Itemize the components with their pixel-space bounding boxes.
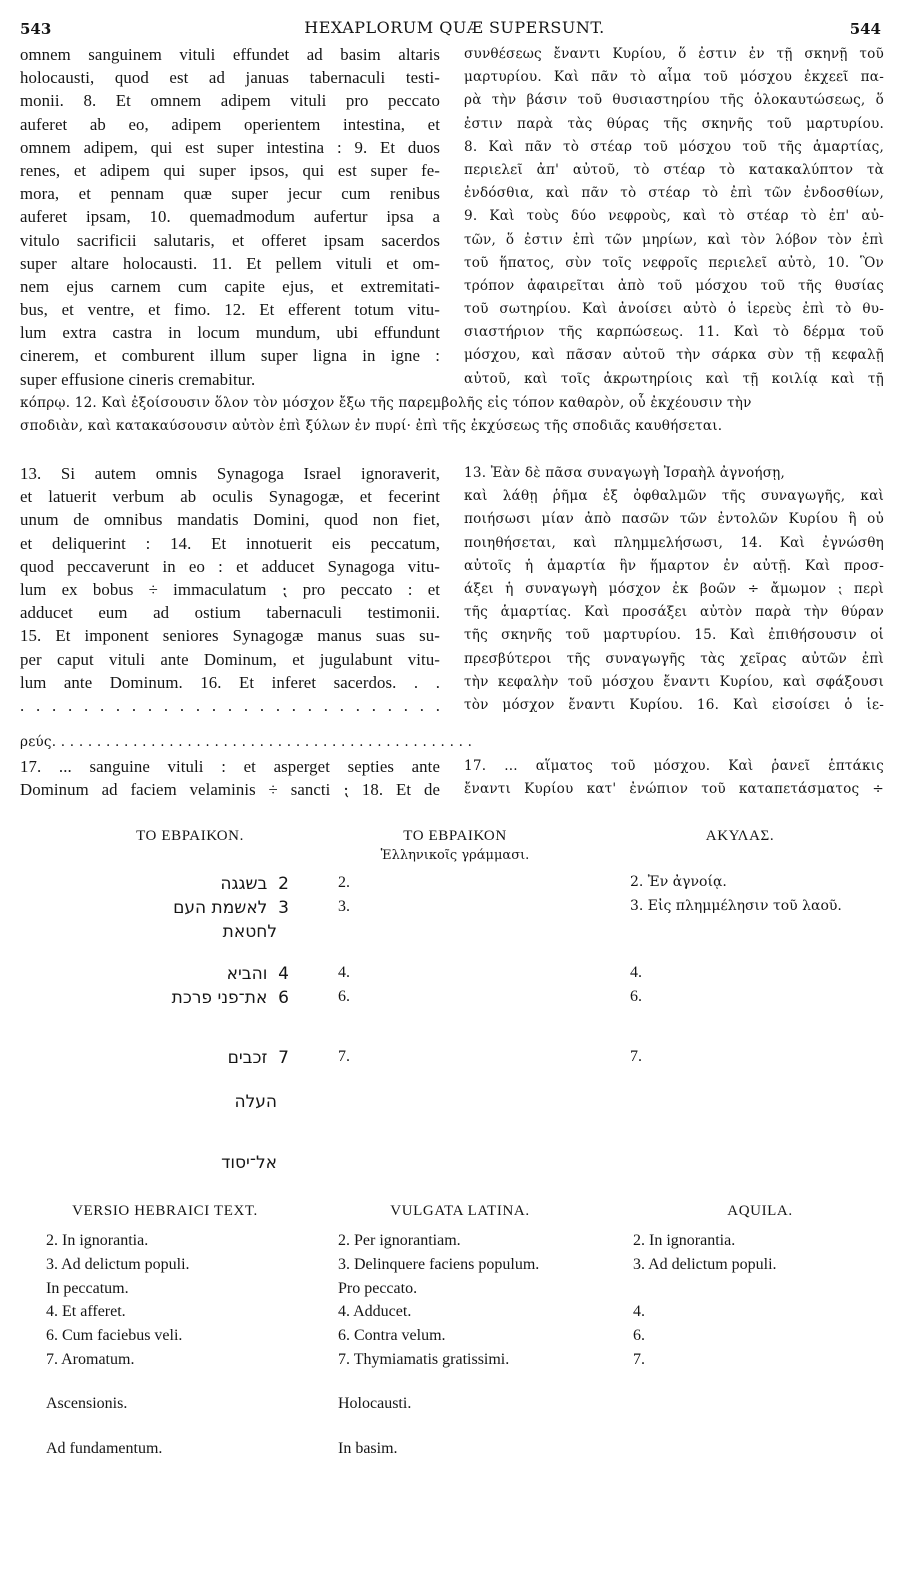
text-line: lum ante Dominum. 16. Et inferet sacerdos. . . [20, 672, 440, 692]
aquila-column [633, 1232, 777, 1375]
table-cell: 2. In ignorantia. [46, 1232, 149, 1249]
table-cell: Pro peccato. [338, 1279, 418, 1297]
text-line: bus, et ventre, et fimo. 12. Et efferent totum vitu- [20, 300, 440, 320]
text-line: ἐνδόσθια, καὶ πᾶν τὸ στέαρ τὸ ἐπὶ τῶν ἐνδοσθίων, [464, 185, 884, 202]
text-line: nem ejus carnem cum capite ejus, et extremitati- [20, 276, 440, 296]
text-line: ποιήσωσι μίαν ἀπὸ πασῶν τῶν ἐντολῶν Κυρίου ἣ οὐ [464, 511, 884, 528]
table-cell: 7. Thymiamatis gratissimi. [338, 1350, 510, 1368]
greek-column-top [464, 43, 884, 391]
hebrew-row [227, 964, 289, 984]
text-line: τῆς σκηνῆς τοῦ μαρτυρίου. 15. Καὶ ἐπιθήσουσιν οἱ [464, 627, 884, 644]
vulgata-column [338, 1232, 539, 1375]
text-line: τὴν κεφαλὴν τοῦ μόσχου ἔναντι Κυρίου, καὶ σφάξουσι [464, 673, 884, 690]
table-cell: 6. [633, 1327, 645, 1345]
verse-number: 4 [278, 964, 289, 984]
text-line: auferet ab eo, adipem operientem intestina, et [20, 114, 440, 134]
table-cell: 7. Aromatum. [46, 1350, 135, 1368]
table-cell: 2. In ignorantia. [633, 1232, 736, 1249]
aquila-greek-row: 4. [630, 964, 642, 981]
text-line: ἔναντι Κυρίου κατ' ἐνώπιον τοῦ καταπετάσματος ÷ [464, 781, 884, 798]
text-line: super effusione cineris cremabitur. [20, 369, 256, 389]
header-aquila: AQUILA. [727, 1203, 793, 1219]
vulgata-extra: In basim. [338, 1440, 398, 1457]
verse-number: 2. [338, 874, 350, 891]
text-line: Dominum ad faciem velaminis ÷ sancti ⁏ 18. Et de [20, 780, 440, 800]
header-versio: VERSIO HEBRAICI TEXT. [72, 1203, 258, 1219]
text-line: μόσχου, καὶ πᾶσαν αὐτοῦ τὴν σάρκα σὺν τῇ κεφαλῇ [464, 347, 884, 364]
versio-extra: Ad fundamentum. [46, 1440, 163, 1457]
text-line: συνθέσεως ἔναντι Κυρίου, ὅ ἐστιν ἐν τῇ σκηνῇ τοῦ [464, 46, 884, 62]
text-line: cinerem, et comburent illum super ligna in igne : [20, 346, 440, 366]
latin-column-mid [20, 462, 440, 717]
text-line: τοῦ σωτηρίου. Καὶ ἀνοίσει αὐτὸ ὁ ἱερεὺς ἐπὶ τὸ θυ- [464, 301, 884, 318]
hebrew-row [234, 1092, 277, 1112]
table-cell: 3. Delinquere faciens populum. [338, 1255, 540, 1273]
header-greek-letters-sub: Ἑλληνικοῖς γράμμασι. [380, 848, 530, 863]
text-line: καὶ λάθῃ ῥῆμα ἐξ ὀφθαλμῶν τῆς συναγωγῆς, καὶ [464, 488, 884, 505]
aquila-greek-row: 6. [630, 988, 642, 1005]
text-line: lum ex bobus ÷ immaculatum ⁏ pro peccato : et [20, 579, 440, 599]
text-line: ἐστιν παρὰ τὰς θύρας τῆς σκηνῆς τοῦ μαρτυρίου. [464, 115, 884, 132]
hebrew-text: לחטאת [222, 922, 277, 942]
page-number-right: 544 [849, 20, 881, 38]
text-line: 17. ... sanguine vituli : et asperget septies ante [20, 757, 440, 776]
aquila-greek-row: 3. Εἰς πλημμέλησιν τοῦ λαοῦ. [630, 898, 842, 914]
table-cell: 4. Et afferet. [46, 1303, 126, 1321]
header-vulgata: VULGATA LATINA. [390, 1203, 530, 1219]
table-cell: 2. Per ignorantiam. [338, 1232, 461, 1249]
text-line: omnem sanguinem vituli effundet ad basim altaris [20, 45, 440, 64]
text-line: τῆς ἁμαρτίας. Καὶ προσάξει αὐτὸν παρὰ τὴν θύραν [464, 604, 884, 621]
text-line: lum extra castra in locum mundum, ubi effundunt [20, 323, 440, 343]
latin-column-bottom [20, 755, 440, 801]
text-line: αὐτοῦ, καὶ τοῖς ἀκρωτηρίοις καὶ τῇ κοιλίᾳ καὶ τῇ [464, 370, 884, 387]
table-cell: 4. Adducet. [338, 1303, 412, 1321]
running-head: HEXAPLORUM QUÆ SUPERSUNT. [304, 18, 605, 37]
text-line: 9. Καὶ τοὺς δύο νεφροὺς, καὶ τὸ στέαρ τὸ ἐπ' αὐ- [464, 208, 884, 225]
text-line: τοῦ ἥπατος, σὺν τοῖς νεφροῖς περιελεῖ αὐτὸ, 10. Ὃν [464, 254, 884, 271]
text-line: 13. Ἐὰν δὲ πᾶσα συναγωγὴ Ἰσραὴλ ἀγνοήσῃ, [464, 465, 786, 481]
greek-column-bottom [464, 755, 884, 801]
text-line: mora, et pennam quæ super jecur cum renibus [20, 184, 440, 204]
header-greek-letters: ΤΟ ΕΒΡΑΙΚΟΝ [403, 828, 507, 844]
header-aquila-greek: ΑΚΥΛΑΣ. [705, 828, 775, 844]
verse-number: 6. [338, 988, 350, 1005]
text-line: μαρτυρίου. Καὶ πᾶν τὸ αἷμα τοῦ μόσχου ἐκχεεῖ πα- [464, 69, 884, 86]
text-line: σιαστήριον τῆς καρπώσεως. 11. Καὶ τὸ δέρμα τοῦ [464, 324, 884, 341]
text-line: . . . . . . . . . . . . . . . . . . . . . . . . . . . [20, 695, 440, 715]
text-line: τῶν, ὅ ἐστιν ἐπὶ τῶν μηρίων, καὶ τὸν λόβον τὸν ἐπὶ [464, 231, 884, 248]
table-cell [633, 1280, 777, 1304]
verse-number: 6 [278, 988, 289, 1008]
text-line: per caput vituli ante Dominum, et jugulabunt vitu- [20, 649, 440, 669]
text-line: super altare holocausti. 11. Et pellem vituli et om- [20, 253, 440, 273]
table-cell: 4. [633, 1303, 645, 1321]
hebrew-text: והביא [226, 964, 268, 984]
hebrew-row [223, 922, 277, 942]
text-line: omnem adipem, qui est super intestina : 9. Et duos [20, 137, 440, 157]
text-line: holocausti, quod est ad januas tabernaculi testi- [20, 68, 440, 88]
text-line: ποιηθήσεται, καὶ πλημμελήσωσι, 14. Καὶ ἐγνώσθη [464, 534, 884, 551]
verse-number: 4. [338, 964, 350, 981]
text-line: κόπρῳ. 12. Καὶ ἐξοίσουσιν ὅλον τὸν μόσχον ἔξω τῆς παρεμβολῆς εἰς τόπον καθαρὸν, οὗ ἐκχέουσιν τὴν [20, 395, 752, 411]
table-cell: 6. Cum faciebus veli. [46, 1327, 183, 1345]
text-line: 8. Καὶ πᾶν τὸ στέαρ τοῦ μόσχου τοῦ τῆς ἁμαρτίας, [464, 138, 884, 155]
versio-extra: Ascensionis. [46, 1395, 128, 1412]
text-line: περιελεῖ ἀπ' αὐτοῦ, τὸ στέαρ τὸ κατακαλύπτον τὰ [464, 161, 884, 178]
verse-number: 7. [338, 1048, 350, 1065]
text-line: adducet eum ad ostium tabernaculi testimonii. [20, 603, 440, 623]
hebrew-row [221, 1153, 277, 1173]
text-line: monii. 8. Et omnem adipem vituli pro peccato [20, 91, 440, 111]
table-cell: 7. [633, 1350, 645, 1368]
text-line: 17. ... αἵματος τοῦ μόσχου. Καὶ ῥανεῖ ἑπτάκις [464, 758, 884, 774]
greek-column-mid [464, 462, 884, 717]
text-line: et latuerit verbum ab oculis Synagogæ, et fecerint [20, 487, 440, 507]
text-line: renes, et adipem qui super ipsos, qui est super fe- [20, 160, 440, 180]
text-line: quod peccaverunt in eo : et adducet Synagoga vitu- [20, 556, 440, 576]
verse-number: 3. [338, 898, 350, 915]
text-line: αὐτοῖς ἡ ἁμαρτία ἣν ἥμαρτον ἐν αὐτῇ. Καὶ προσ- [464, 557, 884, 574]
text-line: τὸν μόσχον ἔναντι Κυρίου. 16. Καὶ εἰσοίσει ὁ ἱε- [464, 696, 884, 713]
text-line: auferet ipsam, 10. quemadmodum aufertur ipsa a [20, 207, 440, 227]
header-hebrew: ΤΟ ΕΒΡΑΙΚΟΝ. [136, 828, 244, 844]
page-number-left: 543 [20, 20, 52, 38]
hebrew-text: אל־יסוד [221, 1153, 277, 1173]
greek-full-width-lines [20, 392, 886, 438]
text-line: unum de omnibus mandatis Domini, quod non fiet, [20, 510, 440, 530]
vulgata-extra: Holocausti. [338, 1395, 412, 1412]
hebrew-text: לאשמת העם [173, 898, 268, 918]
text-line: vitulo sacrificii salutaris, et offeret ipsam sacerdos [20, 230, 440, 250]
text-line: ρὰ τὴν βάσιν τοῦ θυσιαστηρίου τῆς ὁλοκαυτώσεως, ὅ [464, 92, 884, 109]
hebrew-row [220, 874, 289, 894]
text-line: σποδιὰν, καὶ κατακαύσουσιν αὐτὸν ἐπὶ ξύλων ἐν πυρί· ἐπὶ τῆς ἐκχύσεως τῆς σποδιᾶς καυθήσεται. [20, 418, 723, 434]
table-cell: In peccatum. [46, 1279, 129, 1297]
text-line: et deliquerint : 14. Et innotuerit eis peccatum, [20, 533, 440, 553]
text-line: 13. Si autem omnis Synagoga Israel ignoraverit, [20, 464, 440, 483]
text-line: 15. Et imponent seniores Synagogæ manus suas su- [20, 626, 440, 646]
verse-number: 7 [278, 1048, 289, 1068]
table-cell: 6. Contra velum. [338, 1327, 446, 1345]
hebrew-text: זכבים [227, 1048, 268, 1068]
text-line: ρεύς. . . . . . . . . . . . . . . . . . . . . . . . . . . . . . . . . . . . . . . . . . . . . . . [20, 734, 473, 750]
hebrew-row [173, 898, 289, 918]
verse-number: 2 [278, 874, 289, 894]
text-line: άξει ἡ συναγωγὴ μόσχον ἐκ βοῶν ÷ ἄμωμον ⁏ περὶ [464, 580, 884, 597]
aquila-greek-row: 7. [630, 1048, 642, 1065]
hebrew-text: העלה [234, 1092, 277, 1112]
hebrew-row [172, 988, 289, 1008]
table-cell: 3. Ad delictum populi. [633, 1255, 777, 1273]
verse-number: 3 [278, 898, 289, 918]
table-cell: 3. Ad delictum populi. [46, 1255, 190, 1273]
hebrew-row [228, 1048, 289, 1068]
aquila-greek-row: 2. Ἐν ἀγνοίᾳ. [630, 874, 727, 890]
dots-line [20, 731, 886, 754]
text-line: πρεσβύτεροι τῆς συναγωγῆς τὰς χεῖρας αὐτῶν ἐπὶ [464, 650, 884, 667]
versio-column [46, 1232, 190, 1375]
text-line: τρόπον ἀφαιρεῖται ἀπὸ τοῦ μόσχου τοῦ τῆς θυσίας [464, 277, 884, 294]
latin-column-top [20, 43, 440, 391]
hebrew-text: את־פני פרכת [171, 988, 268, 1008]
hebrew-text: בשגגה [220, 874, 268, 894]
